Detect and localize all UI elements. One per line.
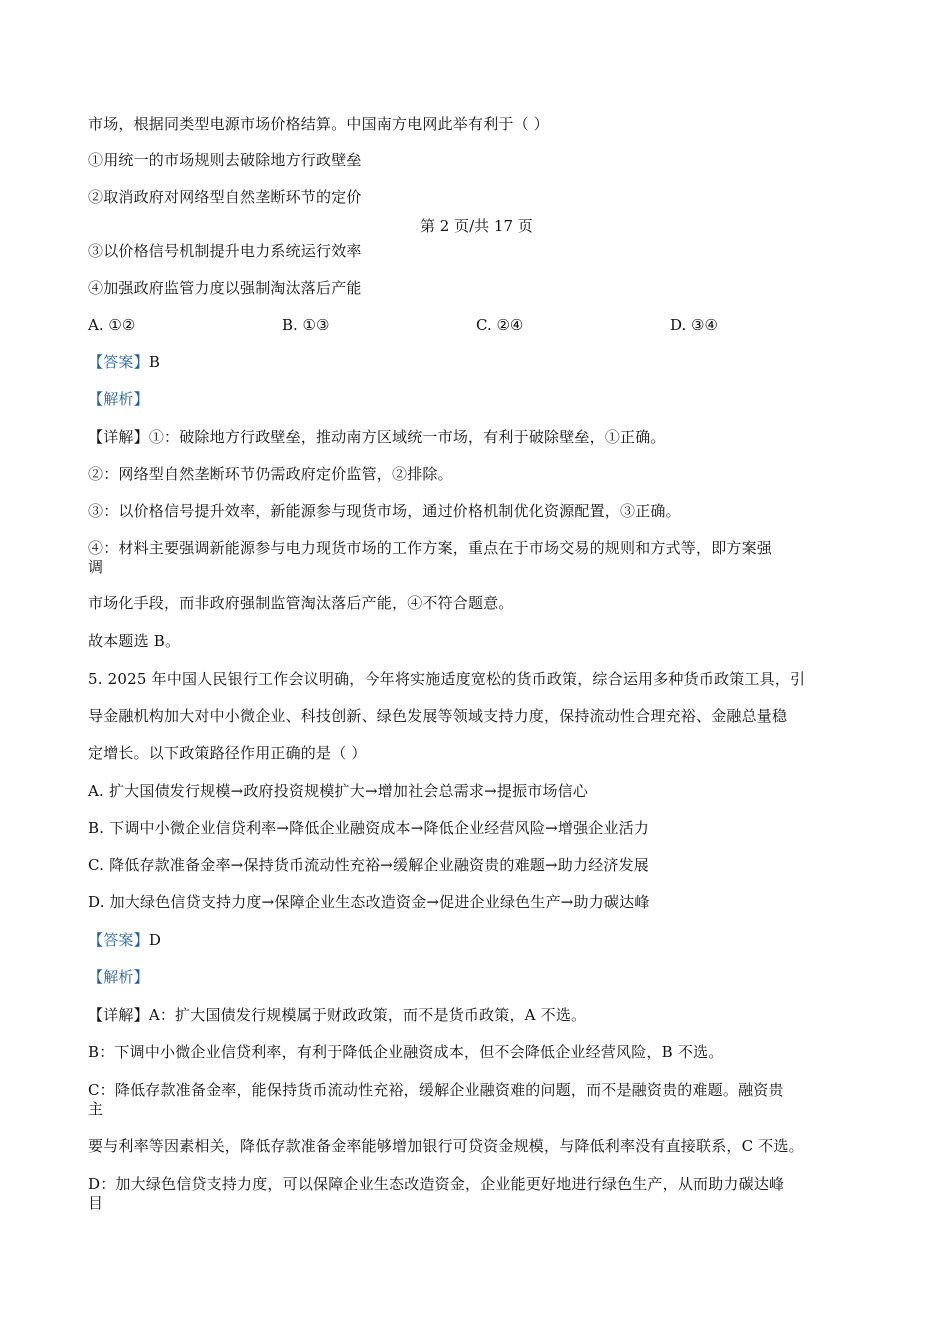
q4-answer <box>88 352 160 372</box>
q4-detail-4a: ④：材料主要强调新能源参与电力现货市场的工作方案，重点在于市场交易的规则和方式等，即方案强 <box>88 539 773 557</box>
q5-detail-b: B：下调中小微企业信贷利率，有利于降低企业融资成本，但不会降低企业经营风险，B 不选。 <box>88 1043 724 1061</box>
q5-answer-value: D <box>148 931 162 949</box>
q5-option-c: C. 降低存款准备金率→保持货币流动性充裕→缓解企业融资贵的难题→助力经济发展 <box>88 856 649 874</box>
q5-detail-c2: 主 <box>88 1100 104 1118</box>
analysis-label: 【解析】 <box>88 390 149 408</box>
q5-option-a: A. 扩大国债发行规模→政府投资规模扩大→增加社会总需求→提振市场信心 <box>88 782 589 800</box>
q5-answer <box>88 930 161 950</box>
q5-detail-d1: D：加大绿色信贷支持力度，可以保障企业生态改造资金，企业能更好地进行绿色生产，从而助力碳达峰 <box>88 1175 785 1193</box>
q4-conclusion: 故本题选 B。 <box>88 632 181 650</box>
detail-label: 【详解】 <box>88 428 149 446</box>
analysis-label: 【解析】 <box>88 968 149 986</box>
q4-answer-value: B <box>148 353 161 371</box>
q5-detail-d2: 目 <box>88 1194 104 1212</box>
q4-detail-4c: 市场化手段，而非政府强制监管淘汰落后产能，④不符合题意。 <box>88 594 514 612</box>
detail-label: 【详解】 <box>88 1006 149 1024</box>
q5-option-b: B. 下调中小微企业信贷利率→降低企业融资成本→降低企业经营风险→增强企业活力 <box>88 819 650 837</box>
q4-detail-1 <box>88 427 666 447</box>
q4-detail-2: ②：网络型自然垄断环节仍需政府定价监管，②排除。 <box>88 465 453 483</box>
q5-stem-1: 5. 2025 年中国人民银行工作会议明确，今年将实施适度宽松的货币政策，综合运用多种货币政策工具，引 <box>88 670 806 688</box>
q4-option-c: C. ②④ <box>476 316 524 334</box>
q4-item-1: ①用统一的市场规则去破除地方行政壁垒 <box>88 151 362 169</box>
q4-detail-body: ①：破除地方行政壁垒，推动南方区域统一市场，有利于破除壁垒，①正确。 <box>148 428 666 446</box>
page-footer: 第 2 页/共 17 页 <box>420 217 533 235</box>
q5-option-d: D. 加大绿色信贷支持力度→保障企业生态改造资金→促进企业绿色生产→助力碳达峰 <box>88 893 650 911</box>
q4-detail-4b: 调 <box>88 558 104 576</box>
q5-detail-c1: C：降低存款准备金率，能保持货币流动性充裕，缓解企业融资难的问题，而不是融资贵的难题。融资贵 <box>88 1081 784 1099</box>
q4-item-3: ③以价格信号机制提升电力系统运行效率 <box>88 242 362 260</box>
q4-analysis-label <box>88 389 149 409</box>
q4-stem-tail: 市场，根据同类型电源市场价格结算。中国南方电网此举有利于（ ） <box>88 115 549 133</box>
answer-label: 【答案】 <box>88 353 149 371</box>
q5-stem-2: 导金融机构加大对中小微企业、科技创新、绿色发展等领域支持力度，保持流动性合理充裕、金融总量稳 <box>88 707 788 725</box>
q4-option-a: A. ①② <box>88 316 136 334</box>
q4-option-b: B. ①③ <box>282 316 330 334</box>
q4-detail-3: ③：以价格信号提升效率，新能源参与现货市场，通过价格机制优化资源配置，③正确。 <box>88 502 681 520</box>
q4-item-2: ②取消政府对网络型自然垄断环节的定价 <box>88 188 362 206</box>
q4-option-d: D. ③④ <box>670 316 718 334</box>
q4-item-4: ④加强政府监管力度以强制淘汰落后产能 <box>88 279 362 297</box>
q5-detail-a-body: A：扩大国债发行规模属于财政政策，而不是货币政策，A 不选。 <box>148 1006 587 1024</box>
q5-analysis-label <box>88 967 149 987</box>
q5-detail-c3: 要与利率等因素相关，降低存款准备金率能够增加银行可贷资金规模，与降低利率没有直接联系，C 不选。 <box>88 1137 804 1155</box>
q5-detail-a <box>88 1005 586 1025</box>
q5-stem-3: 定增长。以下政策路径作用正确的是（ ） <box>88 744 367 762</box>
answer-label: 【答案】 <box>88 931 149 949</box>
